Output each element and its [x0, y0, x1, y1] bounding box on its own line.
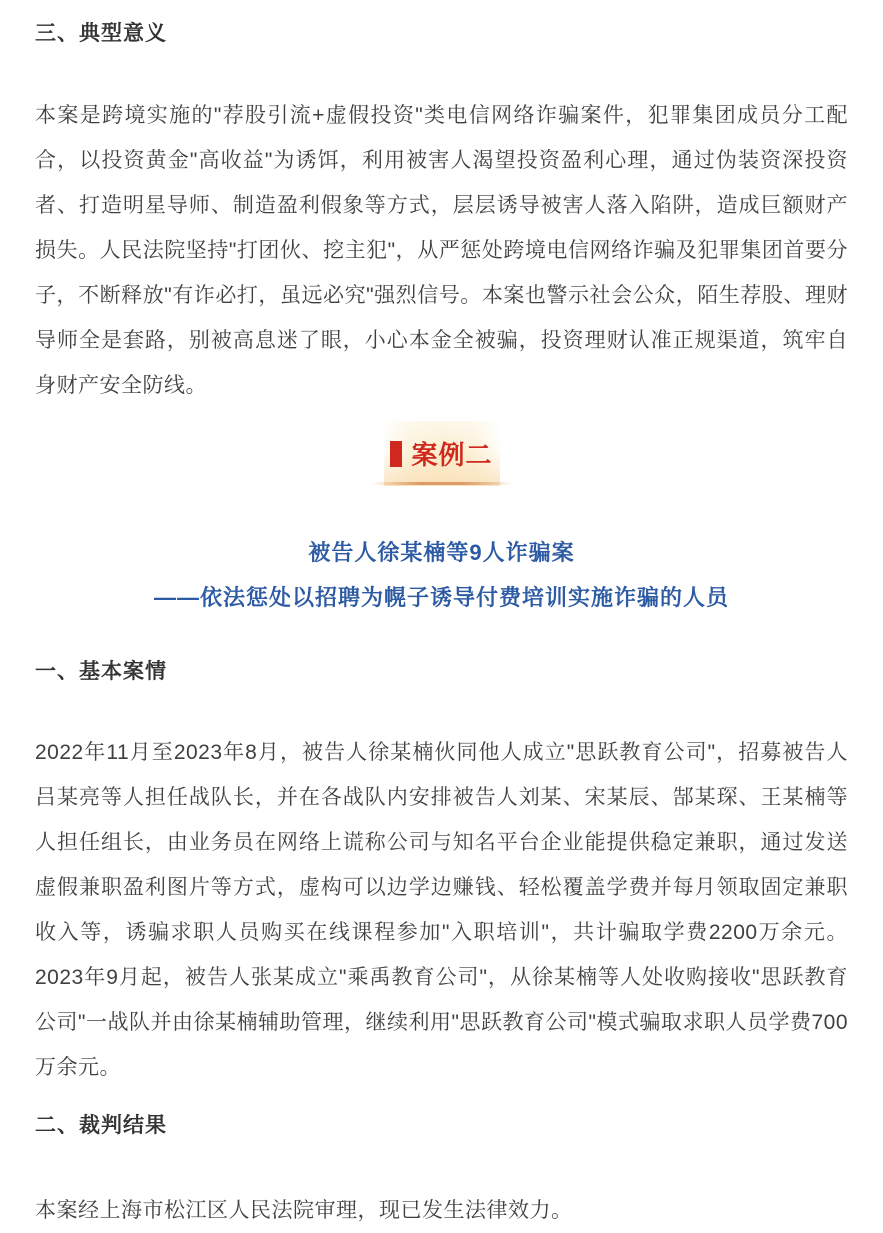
basic-facts-paragraph: 2022年11月至2023年8月，被告人徐某楠伙同他人成立"思跃教育公司"，招募被告人吕某亮等人担任战队长，并在各战队内安排被告人刘某、宋某辰、郜某琛、王某楠等人担任组长，由业务员在网络上谎称公司与知名平台企业能提供稳定兼职，通过发送虚假兼职盈利图片等方式，虚构可以边学边赚钱、轻松覆盖学费并每月领取固定兼职收入等，诱骗求职人员购买在线课程参加"入职培训"，共计骗取学费2200万余元。2023年9月起，被告人张某成立"乘禹教育公司"，从徐某楠等人处收购接收"思跃教育公司"一战队并由徐某楠辅助管理，继续利用"思跃教育公司"模式骗取求职人员学费700万余元。 — [35, 741, 848, 1079]
case-title-line1: 被告人徐某楠等9人诈骗案 — [308, 540, 575, 565]
judgment-heading: 二、裁判结果 — [35, 1114, 167, 1137]
case-badge — [384, 421, 500, 486]
case-title-line2: ——依法惩处以招聘为幌子诱导付费培训实施诈骗的人员 — [153, 585, 729, 610]
significance-paragraph: 本案是跨境实施的"荐股引流+虚假投资"类电信网络诈骗案件，犯罪集团成员分工配合，以投资黄金"高收益"为诱饵，利用被害人渴望投资盈利心理，通过伪装资深投资者、打造明星导师、制造盈利假象等方式，层层诱导被害人落入陷阱，造成巨额财产损失。人民法院坚持"打团伙、挖主犯"，从严惩处跨境电信网络诈骗及犯罪集团首要分子，不断释放"有诈必打，虽远必究"强烈信号。本案也警示社会公众，陌生荐股、理财导师全是套路，别被高息迷了眼，小心本金全被骗，投资理财认准正规渠道，筑牢自身财产安全防线。 — [35, 104, 848, 397]
case-badge-label: 案例二 — [411, 440, 493, 470]
case-badge-container — [35, 421, 848, 486]
basic-facts-heading: 一、基本案情 — [35, 660, 167, 683]
badge-underline-decoration — [372, 482, 512, 485]
judgment-paragraph: 本案经上海市松江区人民法院审理，现已发生法律效力。 — [35, 1199, 573, 1222]
significance-heading: 三、典型意义 — [35, 22, 167, 45]
red-bar-icon — [390, 441, 402, 467]
